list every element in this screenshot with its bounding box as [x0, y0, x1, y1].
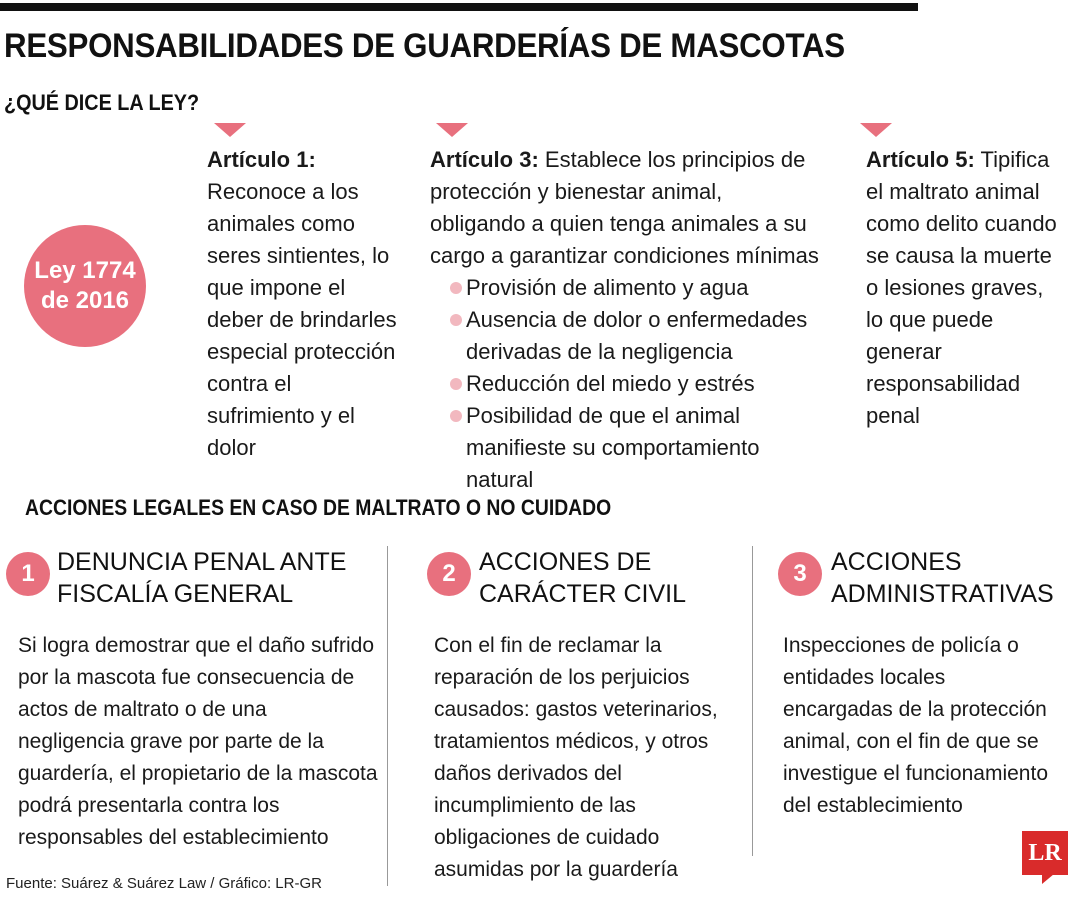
bullet-dot-icon: [450, 282, 462, 294]
actions-section-title: ACCIONES LEGALES EN CASO DE MALTRATO O NO CUIDADO: [25, 495, 612, 520]
bullet-dot-icon: [450, 378, 462, 390]
bullet-text: Ausencia de dolor o enfermedades derivadas de la negligencia: [466, 307, 808, 364]
bullet-text: Provisión de alimento y agua: [466, 275, 749, 300]
action-3-number-badge: 3: [778, 552, 822, 596]
action-2-title: ACCIONES DE CARÁCTER CIVIL: [479, 548, 686, 608]
article-1: [207, 144, 402, 464]
law-badge: [24, 225, 146, 347]
action-1-title: DENUNCIA PENAL ANTE FISCALÍA GENERAL: [57, 548, 347, 608]
list-item: [450, 400, 822, 496]
article-5-label: Artículo 5:: [866, 147, 975, 172]
lr-logo: LR: [1022, 831, 1068, 875]
action-2-number-badge: 2: [427, 552, 471, 596]
column-divider: [387, 546, 388, 886]
article-5: [866, 144, 1061, 432]
article-1-marker-icon: [214, 123, 246, 137]
article-3-bullet-list: [430, 272, 822, 496]
law-badge-line2: de 2016: [40, 287, 130, 314]
source-note: Fuente: Suárez & Suárez Law / Gráfico: LR-GR: [6, 875, 322, 892]
bullet-text: Posibilidad de que el animal manifieste su comportamiento natural: [466, 403, 760, 492]
bullet-text: Reducción del miedo y estrés: [466, 371, 755, 396]
action-3-text: Inspecciones de policía o entidades locales encargadas de la protección animal, con el fin de que se investigue el funcionamiento del establecimiento: [783, 634, 1049, 817]
article-5-text: Tipifica el maltrato animal como delito cuando se causa la muerte o lesiones graves, lo que puede generar responsabilidad penal: [866, 147, 1057, 428]
list-item: [450, 272, 822, 304]
law-subtitle: ¿QUÉ DICE LA LEY?: [4, 90, 200, 115]
action-2-text: Con el fin de reclamar la reparación de los perjuicios causados: gastos veterinarios, tratamientos médicos, y otros daños derivados del incumplimiento de las obligaciones de cuidado asumidas por la guardería: [434, 634, 718, 881]
law-badge-line1: Ley 1774: [34, 257, 136, 284]
action-1-number-badge: 1: [6, 552, 50, 596]
column-divider: [752, 546, 753, 856]
action-3-title: ACCIONES ADMINISTRATIVAS: [831, 548, 1054, 608]
article-3-label: Artículo 3:: [430, 147, 539, 172]
bullet-dot-icon: [450, 314, 462, 326]
list-item: [450, 368, 822, 400]
page-title: RESPONSABILIDADES DE GUARDERÍAS DE MASCOTAS: [4, 27, 845, 65]
top-rule: [0, 3, 918, 11]
action-1-text: Si logra demostrar que el daño sufrido por la mascota fue consecuencia de actos de maltrato o de una negligencia grave por parte de la guardería, el propietario de la mascota podrá presentarla contra los responsables del establecimiento: [18, 634, 378, 849]
list-item: [450, 304, 822, 368]
article-5-marker-icon: [860, 123, 892, 137]
bullet-dot-icon: [450, 410, 462, 422]
article-1-label: Artículo 1:: [207, 147, 316, 172]
article-3: [430, 144, 822, 496]
article-3-marker-icon: [436, 123, 468, 137]
article-1-text: Reconoce a los animales como seres sintientes, lo que impone el deber de brindarles especial protección contra el sufrimiento y el dolor: [207, 179, 397, 460]
article-3-text: Establece los principios de protección y bienestar animal, obligando a quien tenga animales a su cargo a garantizar condiciones mínimas: [430, 147, 819, 268]
